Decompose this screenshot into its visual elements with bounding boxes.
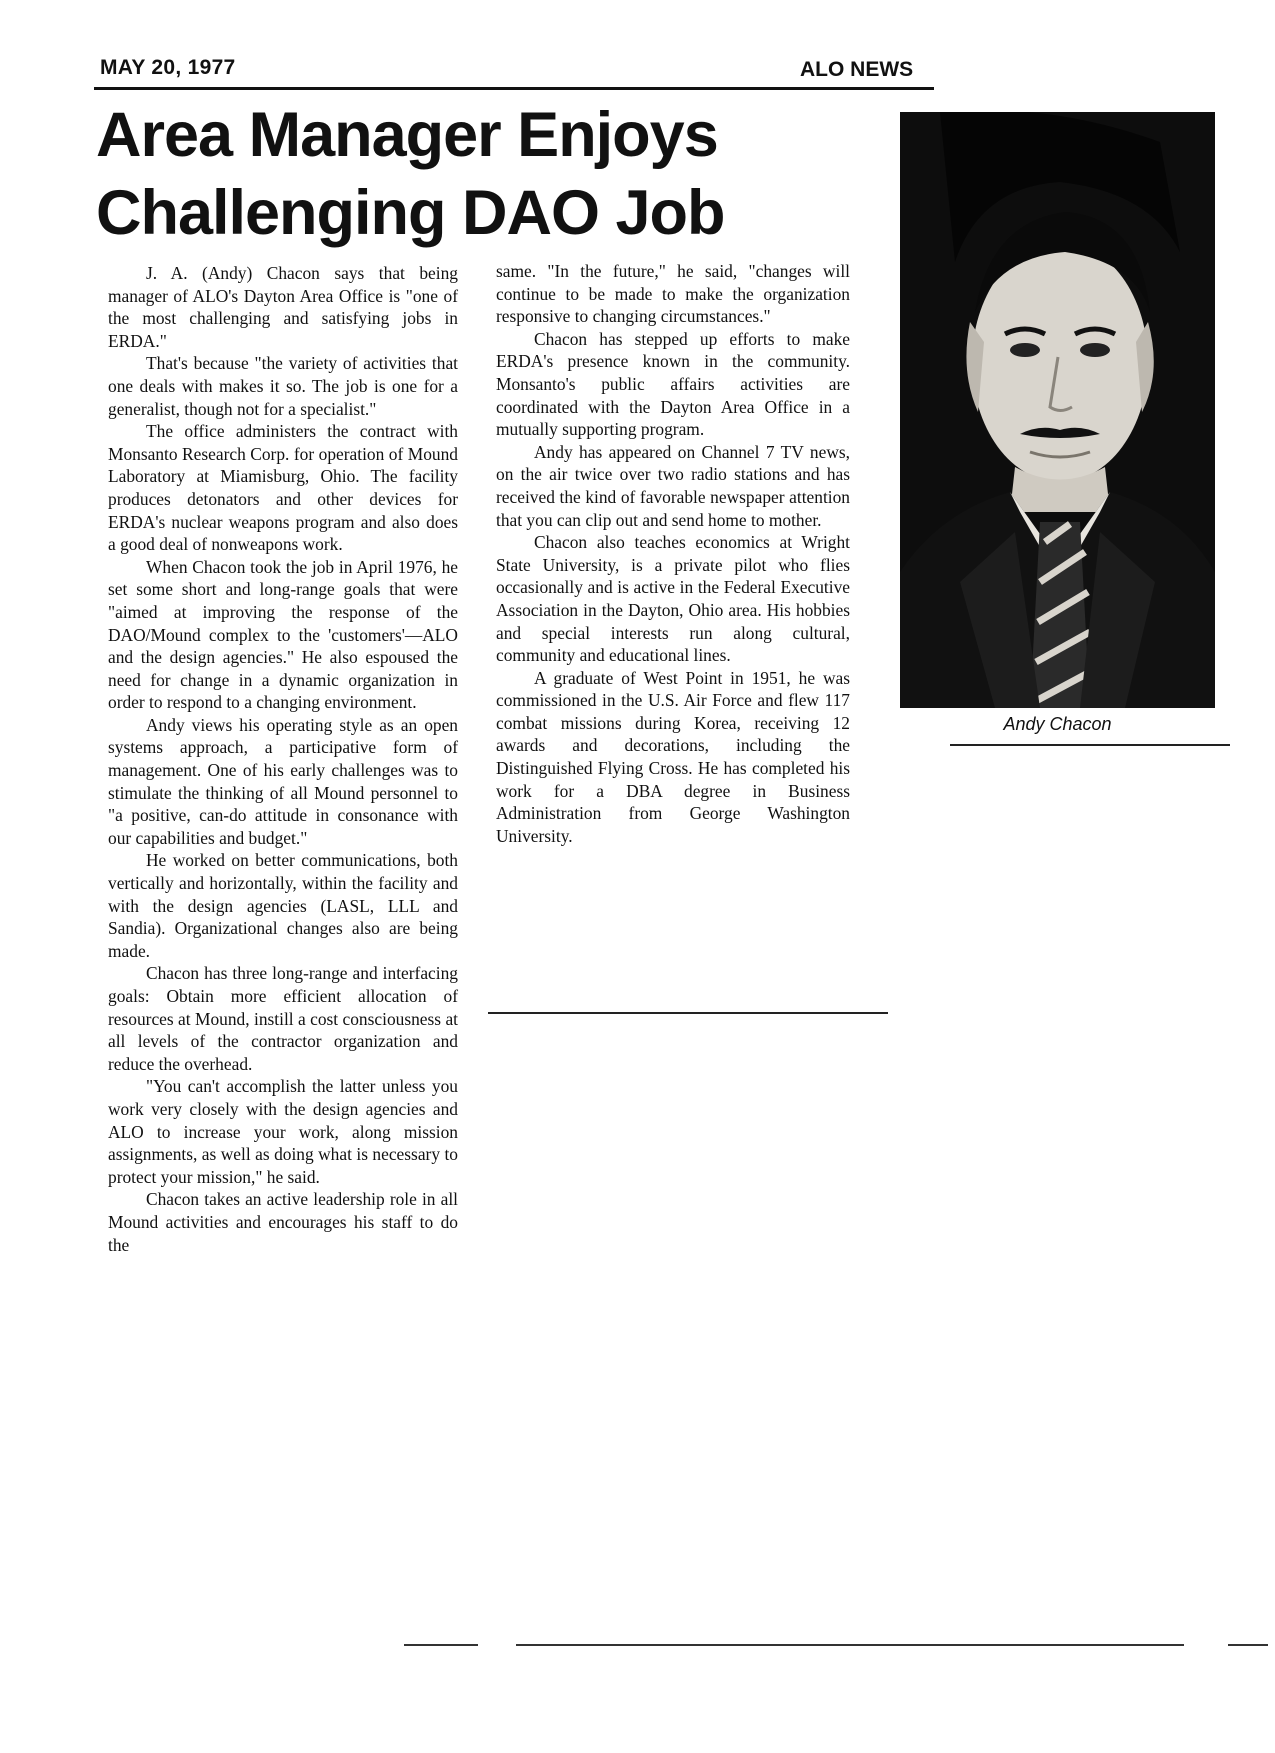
- masthead-date: MAY 20, 1977: [100, 56, 236, 79]
- footer-rule: [516, 1644, 1184, 1646]
- article-column-1: [108, 262, 458, 1256]
- masthead-publication: ALO NEWS: [800, 58, 914, 81]
- paragraph-continuation: same. "In the future," he said, "changes will continue to be made to make the organization responsive to changing circumstances.": [496, 261, 850, 327]
- footer-rule: [1228, 1644, 1268, 1646]
- footer-rule: [404, 1644, 478, 1646]
- portrait-photo: [900, 112, 1215, 708]
- paragraph: When Chacon took the job in April 1976, he set some short and long-range goals that were "aimed at improving the response of the DAO/Mound complex to the 'customers'—ALO and the design agencies." He also espoused the need for change in a dynamic organization in order to respond to a changing environment.: [108, 556, 458, 713]
- photo-caption: Andy Chacon: [1003, 714, 1112, 734]
- column-2-end-rule: [488, 1012, 888, 1014]
- paragraph: Chacon takes an active leadership role in all Mound activities and encourages his staff to do the: [108, 1189, 458, 1255]
- article-headline: [96, 96, 896, 252]
- article-column-2: [496, 260, 850, 847]
- portrait-image: [900, 112, 1215, 708]
- masthead-rule: [94, 87, 934, 90]
- caption-rule: [950, 744, 1230, 746]
- paragraph: He worked on better communications, both vertically and horizontally, within the facility and with the design agencies (LASL, LLL and Sandia). Organizational changes also are being made.: [108, 850, 458, 961]
- paragraph: Andy has appeared on Channel 7 TV news, on the air twice over two radio stations and has received the kind of favorable newspaper attention that you can clip out and send home to mother.: [496, 441, 850, 530]
- headline-line-1: Area Manager Enjoys: [96, 100, 718, 170]
- paragraph: Chacon has stepped up efforts to make ERDA's presence known in the community. Monsanto's public affairs activities are coordinated with the Dayton Area Office in a mutually supporting program.: [496, 328, 850, 440]
- paragraph: The office administers the contract with Monsanto Research Corp. for operation of Mound Laboratory at Miamisburg, Ohio. The facility produces detonators and other devices for ERDA's nuclear weapons program and also does a good deal of nonweapons work.: [108, 421, 458, 555]
- paragraph: Chacon also teaches economics at Wright State University, is a private pilot who flies occasionally and is active in the Federal Executive Association in the Dayton, Ohio area. His hobbies and special interests run along cultural, community and educational lines.: [496, 532, 850, 666]
- paragraph: Andy views his operating style as an open systems approach, a participative form of management. One of his early challenges was to stimulate the thinking of all Mound personnel to "a positive, can-do attitude in consonance with our capabilities and budget.": [108, 714, 458, 848]
- paragraph: That's because "the variety of activities that one deals with makes it so. The job is one for a generalist, though not for a specialist.": [108, 353, 458, 419]
- paragraph: A graduate of West Point in 1951, he was commissioned in the U.S. Air Force and flew 117 combat missions during Korea, receiving 12 awards and decorations, including the Distinguished Flying Cross. He has completed his work for a DBA degree in Business Administration from George Washington University.: [496, 667, 850, 846]
- paragraph: J. A. (Andy) Chacon says that being manager of ALO's Dayton Area Office is "one of the most challenging and satisfying jobs in ERDA.": [108, 263, 458, 351]
- paragraph: "You can't accomplish the latter unless you work very closely with the design agencies and ALO to increase your work, along mission assignments, as well as doing what is necessary to protect your mission," he said.: [108, 1076, 458, 1187]
- paragraph: Chacon has three long-range and interfacing goals: Obtain more efficient allocation of resources at Mound, instill a cost consciousness at all levels of the contractor organization and reduce the overhead.: [108, 963, 458, 1074]
- headline-line-2: Challenging DAO Job: [96, 178, 725, 248]
